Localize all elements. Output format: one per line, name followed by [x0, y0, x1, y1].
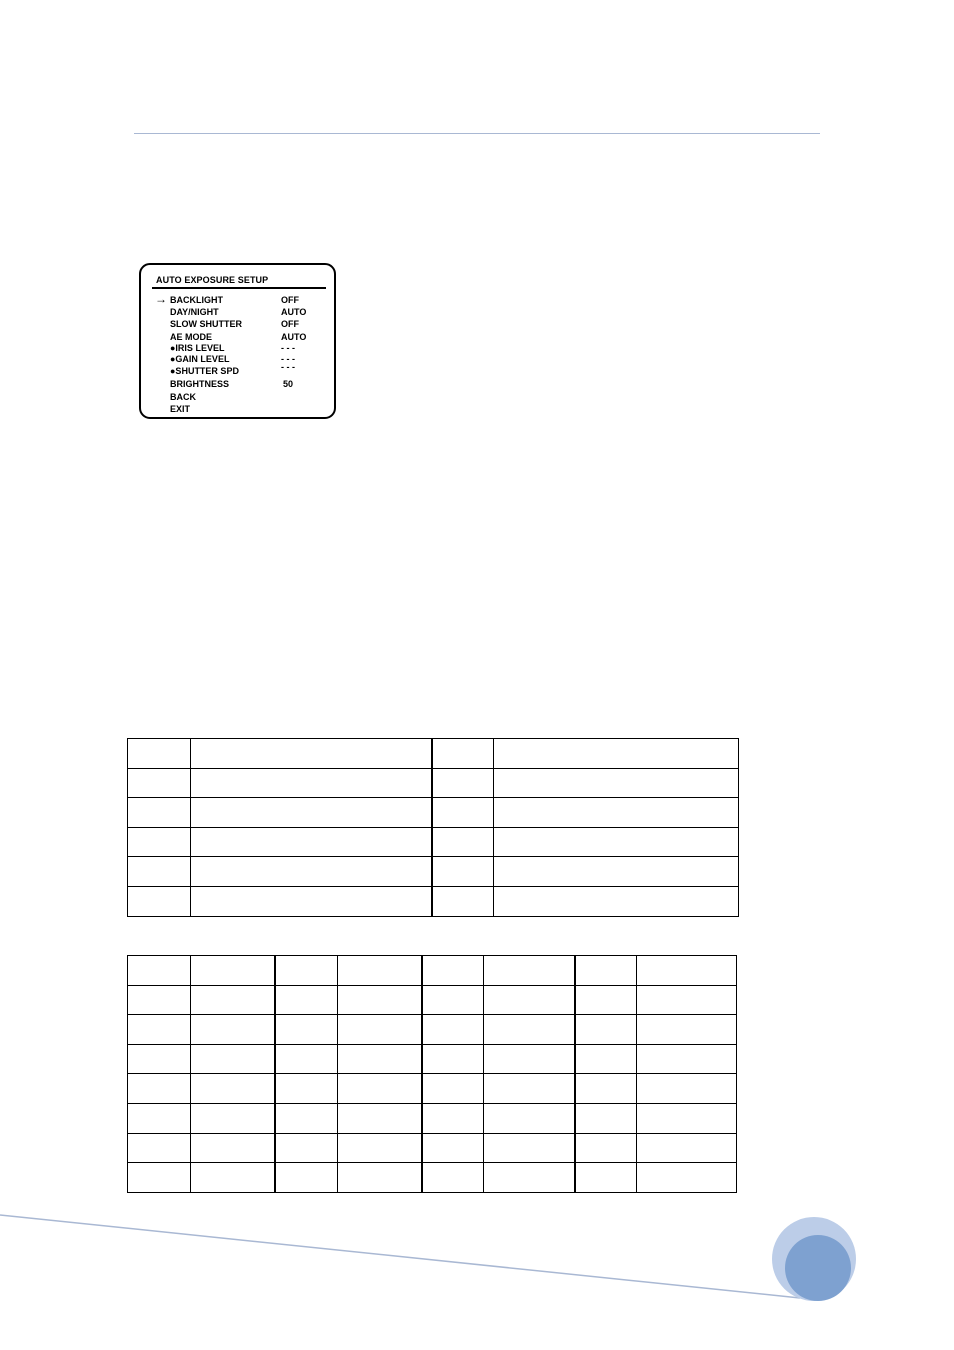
osd-item-label: ●GAIN LEVEL — [170, 354, 230, 364]
table-cell — [275, 1163, 338, 1193]
table-cell — [637, 1074, 737, 1104]
table-cell — [128, 1074, 191, 1104]
table-cell — [191, 886, 432, 916]
table-cell — [338, 1163, 422, 1193]
table-cell — [128, 1015, 191, 1045]
table-cell — [484, 1163, 575, 1193]
table-cell — [637, 1163, 737, 1193]
table-cell — [422, 1015, 484, 1045]
table-row — [128, 857, 739, 887]
osd-item-label: ●IRIS LEVEL — [170, 343, 225, 353]
table-row — [128, 886, 739, 916]
table-cell — [275, 1103, 338, 1133]
osd-item-value: AUTO — [281, 307, 307, 317]
table-cell — [275, 1133, 338, 1163]
table-cell — [191, 857, 432, 887]
table-cell — [338, 1015, 422, 1045]
table-row — [128, 739, 739, 769]
table-cell — [575, 1133, 637, 1163]
osd-item-label: ●SHUTTER SPD — [170, 366, 239, 376]
table-cell — [494, 827, 739, 857]
table-cell — [422, 1044, 484, 1074]
table-cell — [422, 1133, 484, 1163]
table-cell — [338, 956, 422, 986]
table-cell — [191, 798, 432, 828]
table-cell — [575, 1015, 637, 1045]
table-cell — [191, 1015, 275, 1045]
table-cell — [275, 956, 338, 986]
osd-item-backlight — [141, 292, 336, 307]
osd-item-value: AUTO — [281, 332, 307, 342]
osd-item-label: BRIGHTNESS — [170, 379, 230, 389]
table-cell — [432, 798, 494, 828]
table-cell — [494, 857, 739, 887]
table-cell — [275, 1044, 338, 1074]
osd-item-brightness — [141, 379, 336, 391]
osd-menu-box — [139, 263, 336, 419]
table-cell — [637, 985, 737, 1015]
table-cell — [484, 1103, 575, 1133]
table-cell — [128, 886, 191, 916]
osd-item-value: - - - — [281, 362, 295, 372]
table-cell — [484, 985, 575, 1015]
table-cell — [432, 768, 494, 798]
table-cell — [191, 956, 275, 986]
table-cell — [191, 1074, 275, 1104]
table-cell — [484, 1015, 575, 1045]
table-cell — [128, 1044, 191, 1074]
osd-item-label: BACK — [170, 392, 196, 402]
osd-item-value: OFF — [281, 295, 299, 305]
table-cell — [275, 1015, 338, 1045]
osd-item-exit — [141, 404, 336, 416]
table-cell — [422, 1103, 484, 1133]
osd-item-value: - - - — [281, 354, 295, 364]
table-cell — [637, 1015, 737, 1045]
table-cell — [422, 956, 484, 986]
table-four-column — [127, 738, 739, 917]
table-cell — [637, 1133, 737, 1163]
table-cell — [422, 1163, 484, 1193]
table-cell — [484, 1133, 575, 1163]
table-cell — [338, 1074, 422, 1104]
table-cell — [128, 985, 191, 1015]
table-cell — [275, 1074, 338, 1104]
table-cell — [128, 1103, 191, 1133]
osd-item-day-night — [141, 307, 336, 319]
footer-decoration — [0, 1200, 954, 1350]
table-cell — [422, 1074, 484, 1104]
table-cell — [128, 739, 191, 769]
table-cell — [191, 768, 432, 798]
arrow-right-icon: → — [155, 292, 167, 306]
table-row — [128, 1015, 737, 1045]
osd-menu-divider — [152, 287, 326, 289]
osd-menu-title: AUTO EXPOSURE SETUP — [156, 275, 269, 285]
table-cell — [191, 1103, 275, 1133]
table-cell — [637, 956, 737, 986]
table-row — [128, 956, 737, 986]
osd-item-label: AE MODE — [170, 332, 213, 342]
table-cell — [494, 798, 739, 828]
table-cell — [128, 768, 191, 798]
table-cell — [338, 1103, 422, 1133]
table-row — [128, 798, 739, 828]
table-cell — [128, 1133, 191, 1163]
table-cell — [575, 1074, 637, 1104]
table-cell — [494, 768, 739, 798]
table-cell — [575, 1103, 637, 1133]
table-cell — [191, 985, 275, 1015]
table-cell — [338, 1133, 422, 1163]
table-eight-column — [127, 955, 737, 1193]
footer-rule — [0, 1215, 800, 1298]
table-row — [128, 1163, 737, 1193]
table-cell — [575, 956, 637, 986]
osd-item-shutter-spd — [141, 362, 336, 378]
osd-item-value: OFF — [281, 319, 299, 329]
table-row — [128, 1103, 737, 1133]
table-cell — [191, 1044, 275, 1074]
table-cell — [191, 1133, 275, 1163]
table-row — [128, 827, 739, 857]
table-row — [128, 1044, 737, 1074]
table-cell — [191, 827, 432, 857]
osd-item-label: EXIT — [170, 404, 191, 414]
table-cell — [191, 1163, 275, 1193]
table-cell — [484, 1074, 575, 1104]
table-cell — [494, 886, 739, 916]
table-row — [128, 1133, 737, 1163]
table-cell — [128, 857, 191, 887]
osd-item-back — [141, 392, 336, 404]
table-cell — [432, 886, 494, 916]
table-cell — [432, 857, 494, 887]
page-circle-inner — [785, 1235, 851, 1301]
table-cell — [432, 739, 494, 769]
table-cell — [275, 985, 338, 1015]
table-cell — [128, 798, 191, 828]
table-cell — [575, 1044, 637, 1074]
table-cell — [128, 827, 191, 857]
table-cell — [128, 1163, 191, 1193]
table-cell — [575, 985, 637, 1015]
table-cell — [484, 1044, 575, 1074]
table-row — [128, 985, 737, 1015]
table-cell — [338, 1044, 422, 1074]
osd-item-value: - - - — [281, 343, 295, 353]
osd-item-label: DAY/NIGHT — [170, 307, 219, 317]
table-cell — [191, 739, 432, 769]
osd-item-label: SLOW SHUTTER — [170, 319, 242, 329]
table-cell — [432, 827, 494, 857]
table-cell — [338, 985, 422, 1015]
osd-item-value: 50 — [283, 379, 294, 389]
table-row — [128, 768, 739, 798]
osd-item-gain-level — [141, 354, 336, 366]
table-cell — [575, 1163, 637, 1193]
osd-item-label: BACKLIGHT — [170, 295, 223, 305]
table-row — [128, 1074, 737, 1104]
table-cell — [484, 956, 575, 986]
table-cell — [494, 739, 739, 769]
table-cell — [637, 1044, 737, 1074]
table-cell — [422, 985, 484, 1015]
header-rule — [134, 133, 820, 134]
table-cell — [637, 1103, 737, 1133]
table-cell — [128, 956, 191, 986]
osd-item-slow-shutter — [141, 319, 336, 331]
